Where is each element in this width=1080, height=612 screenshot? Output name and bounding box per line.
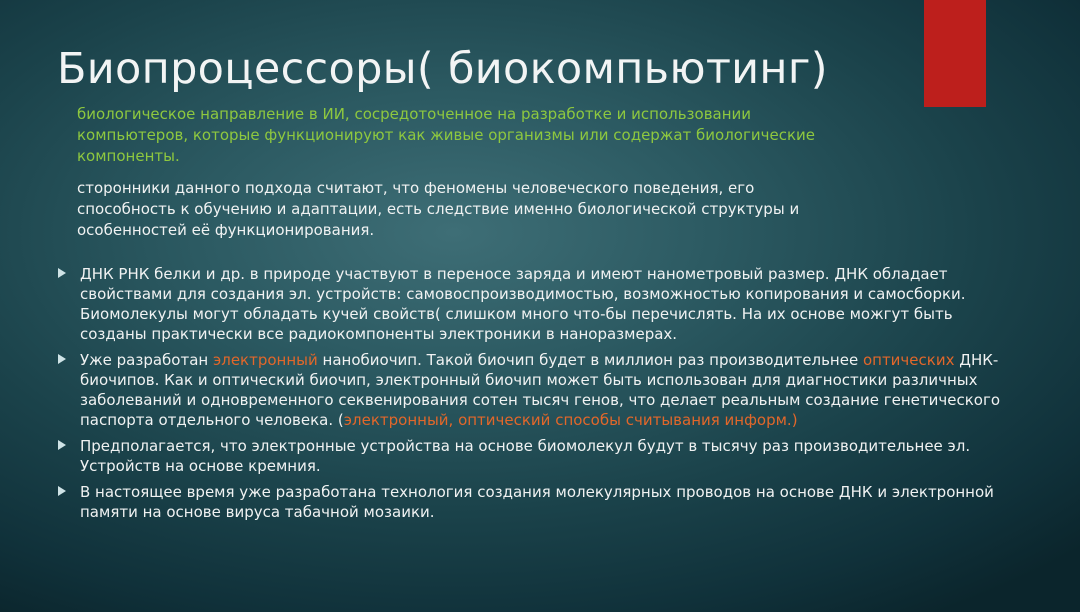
triangle-bullet-icon (58, 354, 66, 364)
highlighted-term: оптических (862, 351, 955, 369)
highlighted-term: электронный (213, 351, 323, 369)
bullet-text-part: ДНК-биочипов. Как и оптический биочип, электронный биочип может быть использован для диагностики различных заболеваний и одновременного секвенирования сотен тысяч генов, что делает реальным создание генетического паспорта отдельного человека. ( (80, 351, 1001, 429)
bullet-text: В настоящее время уже разработана технология создания молекулярных проводов на основе ДНК и электронной памяти на основе вируса табачной мозаики. (80, 483, 994, 521)
bullet-text-part: Уже разработан (80, 351, 213, 369)
bullet-text: ДНК РНК белки и др. в природе участвуют в переносе заряда и имеют нанометровый размер. ДНК обладает свойствами для создания эл. устройств: самовоспроизводимостью, возможностью копирования и самосборки. Биомолекулы могут обладать кучей свойств( слишком много что-бы перечислять. На их основе можгут быть созданы практически все радиокомпоненты электроники в наноразмерах. (80, 265, 966, 343)
bullet-text: Предполагается, что электронные устройства на основе биомолекул будут в тысячу раз производительнее эл. Устройств на основе кремния. (80, 437, 971, 475)
supporters-text: сторонники данного подхода считают, что феномены человеческого поведения, его способность к обучению и адаптации, есть следствие именно биологической структуры и особенностей её функционирования. (77, 179, 800, 239)
highlighted-term: электронный, оптический способы считывания информ.) (343, 411, 798, 429)
bullet-item-performance (58, 436, 1018, 476)
slide-title: Биопроцессоры( биокомпьютинг) (57, 44, 828, 94)
triangle-bullet-icon (58, 486, 66, 496)
bullet-item-biochip (58, 350, 1018, 430)
definition-text: биологическое направление в ИИ, сосредоточенное на разработке и использовании компьютеров, которые функционируют как живые организмы или содержат биологические компоненты. (77, 105, 815, 165)
bullet-text-part: нанобиочип. Такой биочип будет в миллион раз производительнее (322, 351, 863, 369)
bullet-item-molecular-wires (58, 482, 1018, 522)
triangle-bullet-icon (58, 440, 66, 450)
bullet-list (58, 264, 1018, 528)
triangle-bullet-icon (58, 268, 66, 278)
bullet-item-dna (58, 264, 1018, 344)
red-accent-bar (924, 0, 986, 107)
